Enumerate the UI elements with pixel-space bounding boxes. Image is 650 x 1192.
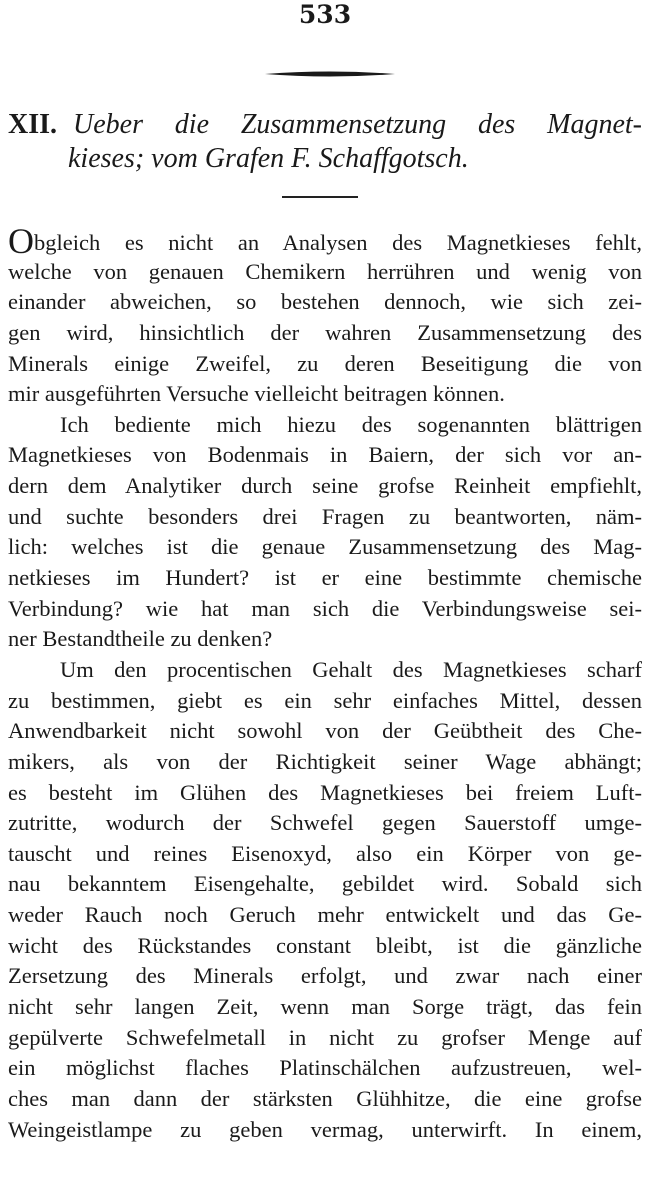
text-line: Zersetzung des Minerals erfolgt, und zwar nach einer [8,963,642,989]
body-text [8,226,642,1145]
article-number: XII. [8,109,58,140]
text-line: es besteht im Glühen des Magnetkieses bei freiem Luft- [8,779,642,805]
page-number: 533 [298,0,352,29]
text-line: Magnetkieses von Bodenmais in Baiern, der sich vor an- [8,442,642,468]
title-line-1: Ueber die Zusammensetzung des Magnet- [73,109,642,140]
text-line: Obgleich es nicht an Analysen des Magnetkieses fehlt, [8,226,642,257]
text-line: Minerals einige Zweifel, zu deren Beseitigung die von [8,350,642,376]
text-line: gepülverte Schwefelmetall in nicht zu grofser Menge auf [8,1024,642,1050]
text-line: Weingeistlampe zu geben vermag, unterwirft. In einem, [8,1116,642,1142]
drop-initial: O [8,226,34,257]
text-line: ner Bestandtheile zu denken? [8,626,273,652]
text-line: tauscht und reines Eisenoxyd, also ein Körper von ge- [8,840,642,866]
text-line: nau bekanntem Eisengehalte, gebildet wird. Sobald sich [8,871,642,897]
title-rule [282,196,358,198]
text-line: einander abweichen, so bestehen dennoch, wie sich zei- [8,289,642,315]
article-title [8,108,642,176]
text-line: lich: welches ist die genaue Zusammensetzung des Mag- [8,534,642,560]
text-line: Um den procentischen Gehalt des Magnetkieses scharf [60,656,642,682]
text-line: zu bestimmen, giebt es ein sehr einfaches Mittel, dessen [8,687,642,713]
text-line: ches man dann der stärksten Glühhitze, die eine grofse [8,1085,642,1111]
text-line: mir ausgeführten Versuche vielleicht beitragen können. [8,381,505,407]
title-line-2: kieses; vom Grafen F. Schaffgotsch. [68,143,469,174]
text-line: zutritte, wodurch der Schwefel gegen Sauerstoff umge- [8,810,642,836]
text-line: Anwendbarkeit nicht sowohl von der Geübtheit des Che- [8,718,642,744]
text-line: und suchte besonders drei Fragen zu beantworten, näm- [8,503,642,529]
text-line: weder Rauch noch Geruch mehr entwickelt und das Ge- [8,902,642,928]
text-line: netkieses im Hundert? ist er eine bestimmte chemische [8,565,642,591]
text-line: mikers, als von der Richtigkeit seiner Wage abhängt; [8,748,642,774]
text-line: Verbindung? wie hat man sich die Verbindungsweise sei- [8,595,642,621]
text-line: welche von genauen Chemikern herrühren und wenig von [8,258,642,284]
text-line: dern dem Analytiker durch seine grofse Reinheit empfiehlt, [8,473,642,499]
text-line: wicht des Rückstandes constant bleibt, ist die gänzliche [8,932,642,958]
text-line: nicht sehr langen Zeit, wenn man Sorge trägt, das fein [8,994,642,1020]
text-line: gen wird, hinsichtlich der wahren Zusammensetzung des [8,319,642,345]
text-line: ein möglichst flaches Platinschälchen aufzustreuen, wel- [8,1055,642,1081]
ornament-divider [265,70,395,78]
text-line: Ich bediente mich hiezu des sogenannten blättrigen [60,411,642,437]
